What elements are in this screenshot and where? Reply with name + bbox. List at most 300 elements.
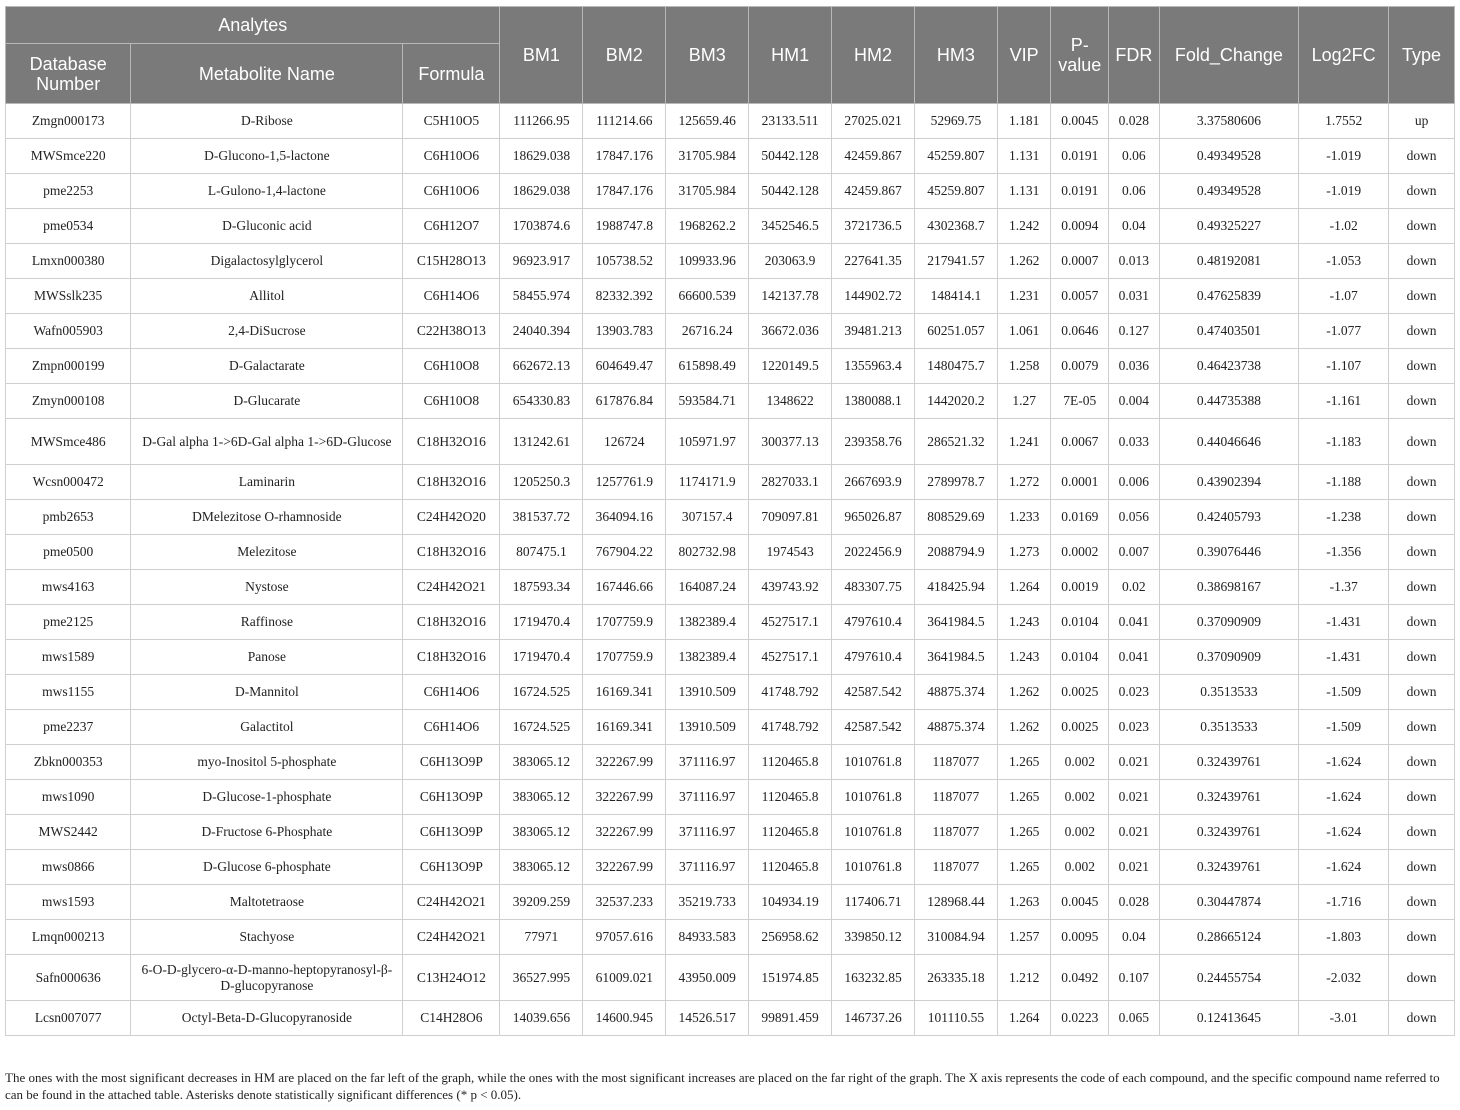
cell-formula: C6H13O9P — [403, 780, 500, 815]
cell-vip: 1.258 — [997, 349, 1051, 384]
cell-bm3: 371116.97 — [666, 815, 749, 850]
table-row — [6, 244, 1455, 279]
cell-log2fc: -1.02 — [1299, 209, 1389, 244]
cell-vip: 1.273 — [997, 535, 1051, 570]
header-hm2: HM2 — [832, 7, 915, 104]
cell-hm2: 227641.35 — [832, 244, 915, 279]
cell-p-value: 0.0045 — [1051, 104, 1109, 139]
cell-formula: C24H42O20 — [403, 500, 500, 535]
cell-hm3: 418425.94 — [914, 570, 997, 605]
cell-hm3: 1187077 — [914, 780, 997, 815]
table-row — [6, 174, 1455, 209]
table-row — [6, 209, 1455, 244]
cell-formula: C24H42O21 — [403, 920, 500, 955]
cell-bm3: 802732.98 — [666, 535, 749, 570]
cell-fold-change: 0.32439761 — [1159, 850, 1299, 885]
cell-fold-change: 0.37090909 — [1159, 640, 1299, 675]
cell-p-value: 0.002 — [1051, 780, 1109, 815]
cell-log2fc: -1.37 — [1299, 570, 1389, 605]
cell-fdr: 0.02 — [1109, 570, 1160, 605]
cell-database-number: Lcsn007077 — [6, 1001, 131, 1036]
cell-bm1: 383065.12 — [500, 850, 583, 885]
cell-vip: 1.272 — [997, 465, 1051, 500]
cell-fdr: 0.023 — [1109, 710, 1160, 745]
cell-type: down — [1389, 570, 1455, 605]
cell-hm1: 1120465.8 — [749, 745, 832, 780]
analytes-group-header: Analytes — [6, 7, 500, 44]
cell-hm3: 48875.374 — [914, 675, 997, 710]
cell-vip: 1.257 — [997, 920, 1051, 955]
cell-log2fc: -1.431 — [1299, 605, 1389, 640]
cell-bm1: 77971 — [500, 920, 583, 955]
cell-type: down — [1389, 815, 1455, 850]
cell-metabolite-name: Melezitose — [131, 535, 403, 570]
cell-bm3: 371116.97 — [666, 780, 749, 815]
cell-hm1: 1120465.8 — [749, 850, 832, 885]
cell-bm3: 84933.583 — [666, 920, 749, 955]
cell-hm3: 1442020.2 — [914, 384, 997, 419]
cell-hm3: 217941.57 — [914, 244, 997, 279]
cell-log2fc: -1.238 — [1299, 500, 1389, 535]
header-fdr: FDR — [1109, 7, 1160, 104]
cell-vip: 1.262 — [997, 675, 1051, 710]
cell-formula: C6H13O9P — [403, 815, 500, 850]
cell-metabolite-name: D-Glucarate — [131, 384, 403, 419]
cell-log2fc: -1.803 — [1299, 920, 1389, 955]
cell-hm2: 27025.021 — [832, 104, 915, 139]
cell-type: down — [1389, 885, 1455, 920]
cell-log2fc: 1.7552 — [1299, 104, 1389, 139]
cell-vip: 1.231 — [997, 279, 1051, 314]
cell-bm3: 105971.97 — [666, 419, 749, 465]
cell-p-value: 0.0104 — [1051, 640, 1109, 675]
cell-fold-change: 0.44735388 — [1159, 384, 1299, 419]
cell-hm2: 39481.213 — [832, 314, 915, 349]
cell-hm2: 42587.542 — [832, 710, 915, 745]
table-row — [6, 384, 1455, 419]
metabolite-table — [5, 6, 1455, 1036]
cell-metabolite-name: Stachyose — [131, 920, 403, 955]
cell-hm2: 42587.542 — [832, 675, 915, 710]
cell-formula: C6H10O8 — [403, 384, 500, 419]
cell-p-value: 0.0094 — [1051, 209, 1109, 244]
cell-hm2: 144902.72 — [832, 279, 915, 314]
cell-bm3: 13910.509 — [666, 675, 749, 710]
cell-fold-change: 0.24455754 — [1159, 955, 1299, 1001]
table-row — [6, 535, 1455, 570]
cell-bm2: 111214.66 — [583, 104, 666, 139]
cell-bm1: 111266.95 — [500, 104, 583, 139]
cell-database-number: Zmgn000173 — [6, 104, 131, 139]
cell-bm2: 1257761.9 — [583, 465, 666, 500]
cell-hm1: 4527517.1 — [749, 640, 832, 675]
cell-type: down — [1389, 500, 1455, 535]
cell-hm2: 2022456.9 — [832, 535, 915, 570]
cell-hm2: 42459.867 — [832, 174, 915, 209]
cell-metabolite-name: Raffinose — [131, 605, 403, 640]
cell-fdr: 0.028 — [1109, 104, 1160, 139]
table-row — [6, 850, 1455, 885]
cell-p-value: 0.0067 — [1051, 419, 1109, 465]
cell-database-number: Zmyn000108 — [6, 384, 131, 419]
cell-vip: 1.243 — [997, 640, 1051, 675]
cell-p-value: 0.0019 — [1051, 570, 1109, 605]
cell-bm2: 167446.66 — [583, 570, 666, 605]
cell-fdr: 0.031 — [1109, 279, 1160, 314]
cell-hm3: 48875.374 — [914, 710, 997, 745]
cell-fold-change: 0.44046646 — [1159, 419, 1299, 465]
cell-fold-change: 0.3513533 — [1159, 710, 1299, 745]
cell-type: down — [1389, 384, 1455, 419]
table-row — [6, 500, 1455, 535]
cell-fold-change: 0.30447874 — [1159, 885, 1299, 920]
cell-bm1: 36527.995 — [500, 955, 583, 1001]
cell-bm3: 125659.46 — [666, 104, 749, 139]
cell-formula: C6H10O6 — [403, 174, 500, 209]
cell-bm3: 31705.984 — [666, 139, 749, 174]
cell-database-number: mws4163 — [6, 570, 131, 605]
header-vip: VIP — [997, 7, 1051, 104]
cell-vip: 1.241 — [997, 419, 1051, 465]
cell-fold-change: 0.47403501 — [1159, 314, 1299, 349]
cell-vip: 1.263 — [997, 885, 1051, 920]
cell-hm3: 263335.18 — [914, 955, 997, 1001]
header-bm2: BM2 — [583, 7, 666, 104]
cell-type: down — [1389, 139, 1455, 174]
cell-hm3: 101110.55 — [914, 1001, 997, 1036]
cell-bm2: 61009.021 — [583, 955, 666, 1001]
cell-formula: C6H14O6 — [403, 279, 500, 314]
cell-hm2: 239358.76 — [832, 419, 915, 465]
cell-hm3: 60251.057 — [914, 314, 997, 349]
cell-fdr: 0.028 — [1109, 885, 1160, 920]
cell-log2fc: -3.01 — [1299, 1001, 1389, 1036]
cell-fold-change: 0.32439761 — [1159, 780, 1299, 815]
cell-hm1: 151974.85 — [749, 955, 832, 1001]
cell-bm3: 371116.97 — [666, 850, 749, 885]
cell-bm1: 383065.12 — [500, 780, 583, 815]
cell-database-number: mws1090 — [6, 780, 131, 815]
cell-metabolite-name: D-Glucose 6-phosphate — [131, 850, 403, 885]
cell-fdr: 0.04 — [1109, 209, 1160, 244]
cell-log2fc: -1.356 — [1299, 535, 1389, 570]
cell-metabolite-name: Nystose — [131, 570, 403, 605]
cell-bm1: 662672.13 — [500, 349, 583, 384]
cell-p-value: 0.0169 — [1051, 500, 1109, 535]
cell-fdr: 0.041 — [1109, 640, 1160, 675]
cell-p-value: 0.0025 — [1051, 675, 1109, 710]
cell-metabolite-name: Digalactosylglycerol — [131, 244, 403, 279]
cell-bm1: 96923.917 — [500, 244, 583, 279]
cell-p-value: 0.002 — [1051, 745, 1109, 780]
cell-hm1: 36672.036 — [749, 314, 832, 349]
cell-log2fc: -2.032 — [1299, 955, 1389, 1001]
cell-formula: C14H28O6 — [403, 1001, 500, 1036]
cell-log2fc: -1.188 — [1299, 465, 1389, 500]
cell-formula: C6H10O8 — [403, 349, 500, 384]
cell-fdr: 0.06 — [1109, 174, 1160, 209]
table-row — [6, 314, 1455, 349]
table-row — [6, 104, 1455, 139]
cell-bm2: 97057.616 — [583, 920, 666, 955]
cell-bm2: 14600.945 — [583, 1001, 666, 1036]
cell-log2fc: -1.716 — [1299, 885, 1389, 920]
cell-bm3: 615898.49 — [666, 349, 749, 384]
cell-vip: 1.181 — [997, 104, 1051, 139]
table-row — [6, 419, 1455, 465]
cell-type: down — [1389, 349, 1455, 384]
header-database-number: Database Number — [6, 44, 131, 104]
cell-database-number: pme0500 — [6, 535, 131, 570]
cell-bm1: 381537.72 — [500, 500, 583, 535]
cell-fold-change: 0.12413645 — [1159, 1001, 1299, 1036]
cell-bm2: 105738.52 — [583, 244, 666, 279]
cell-bm1: 39209.259 — [500, 885, 583, 920]
cell-hm3: 1187077 — [914, 745, 997, 780]
table-caption: The ones with the most significant decreases in HM are placed on the far left of the graph, while the ones with the most significant increases are placed on the far right of the graph. The X axis represents the code of each compound, and the specific compound name referred to can be found in the attached table. Asterisks denote statistically significant differences (* p < 0.05). — [5, 1070, 1440, 1102]
cell-formula: C24H42O21 — [403, 885, 500, 920]
cell-fold-change: 0.47625839 — [1159, 279, 1299, 314]
cell-p-value: 0.0646 — [1051, 314, 1109, 349]
cell-hm3: 3641984.5 — [914, 640, 997, 675]
cell-database-number: MWSslk235 — [6, 279, 131, 314]
header-bm3: BM3 — [666, 7, 749, 104]
cell-vip: 1.27 — [997, 384, 1051, 419]
cell-metabolite-name: DMelezitose O-rhamnoside — [131, 500, 403, 535]
cell-database-number: pme2253 — [6, 174, 131, 209]
cell-hm3: 45259.807 — [914, 174, 997, 209]
cell-hm3: 4302368.7 — [914, 209, 997, 244]
cell-bm3: 43950.009 — [666, 955, 749, 1001]
cell-vip: 1.061 — [997, 314, 1051, 349]
cell-bm3: 109933.96 — [666, 244, 749, 279]
header-formula: Formula — [403, 44, 500, 104]
cell-p-value: 0.0095 — [1051, 920, 1109, 955]
cell-database-number: pme0534 — [6, 209, 131, 244]
cell-fdr: 0.127 — [1109, 314, 1160, 349]
table-row — [6, 710, 1455, 745]
cell-p-value: 0.0079 — [1051, 349, 1109, 384]
cell-hm1: 50442.128 — [749, 139, 832, 174]
cell-bm3: 13910.509 — [666, 710, 749, 745]
cell-database-number: pme2125 — [6, 605, 131, 640]
cell-type: down — [1389, 279, 1455, 314]
cell-fdr: 0.06 — [1109, 139, 1160, 174]
cell-fold-change: 0.28665124 — [1159, 920, 1299, 955]
cell-hm1: 709097.81 — [749, 500, 832, 535]
cell-log2fc: -1.077 — [1299, 314, 1389, 349]
cell-database-number: MWS2442 — [6, 815, 131, 850]
cell-type: down — [1389, 780, 1455, 815]
cell-type: down — [1389, 1001, 1455, 1036]
cell-bm3: 1174171.9 — [666, 465, 749, 500]
cell-hm2: 965026.87 — [832, 500, 915, 535]
cell-bm1: 1703874.6 — [500, 209, 583, 244]
cell-type: down — [1389, 920, 1455, 955]
cell-formula: C5H10O5 — [403, 104, 500, 139]
cell-vip: 1.131 — [997, 174, 1051, 209]
table-row — [6, 920, 1455, 955]
cell-hm1: 1120465.8 — [749, 815, 832, 850]
cell-type: down — [1389, 314, 1455, 349]
cell-bm1: 383065.12 — [500, 745, 583, 780]
cell-hm2: 1010761.8 — [832, 780, 915, 815]
cell-bm2: 17847.176 — [583, 139, 666, 174]
cell-p-value: 0.0104 — [1051, 605, 1109, 640]
cell-metabolite-name: Allitol — [131, 279, 403, 314]
cell-formula: C6H14O6 — [403, 675, 500, 710]
cell-database-number: MWSmce220 — [6, 139, 131, 174]
cell-vip: 1.131 — [997, 139, 1051, 174]
cell-fdr: 0.036 — [1109, 349, 1160, 384]
cell-database-number: mws1155 — [6, 675, 131, 710]
cell-hm2: 1010761.8 — [832, 815, 915, 850]
cell-database-number: Wafn005903 — [6, 314, 131, 349]
cell-type: down — [1389, 535, 1455, 570]
cell-bm1: 1205250.3 — [500, 465, 583, 500]
cell-metabolite-name: Maltotetraose — [131, 885, 403, 920]
cell-hm3: 1187077 — [914, 815, 997, 850]
cell-fdr: 0.023 — [1109, 675, 1160, 710]
cell-hm1: 1974543 — [749, 535, 832, 570]
cell-log2fc: -1.509 — [1299, 675, 1389, 710]
cell-vip: 1.242 — [997, 209, 1051, 244]
cell-log2fc: -1.624 — [1299, 850, 1389, 885]
table-row — [6, 139, 1455, 174]
header-hm1: HM1 — [749, 7, 832, 104]
cell-vip: 1.243 — [997, 605, 1051, 640]
cell-hm1: 256958.62 — [749, 920, 832, 955]
cell-bm3: 1382389.4 — [666, 640, 749, 675]
cell-vip: 1.265 — [997, 780, 1051, 815]
cell-bm3: 307157.4 — [666, 500, 749, 535]
cell-hm1: 50442.128 — [749, 174, 832, 209]
cell-type: down — [1389, 675, 1455, 710]
cell-bm3: 31705.984 — [666, 174, 749, 209]
cell-hm2: 483307.75 — [832, 570, 915, 605]
cell-bm2: 32537.233 — [583, 885, 666, 920]
cell-bm1: 1719470.4 — [500, 640, 583, 675]
cell-log2fc: -1.053 — [1299, 244, 1389, 279]
cell-fold-change: 0.43902394 — [1159, 465, 1299, 500]
table-row — [6, 349, 1455, 384]
cell-hm3: 1187077 — [914, 850, 997, 885]
cell-bm2: 13903.783 — [583, 314, 666, 349]
cell-vip: 1.265 — [997, 815, 1051, 850]
cell-hm1: 1348622 — [749, 384, 832, 419]
table-row — [6, 745, 1455, 780]
cell-hm1: 300377.13 — [749, 419, 832, 465]
cell-bm2: 1707759.9 — [583, 605, 666, 640]
cell-type: down — [1389, 209, 1455, 244]
cell-bm1: 58455.974 — [500, 279, 583, 314]
cell-hm1: 41748.792 — [749, 675, 832, 710]
cell-bm2: 16169.341 — [583, 710, 666, 745]
cell-bm2: 617876.84 — [583, 384, 666, 419]
cell-formula: C6H13O9P — [403, 850, 500, 885]
table-row — [6, 640, 1455, 675]
table-row — [6, 780, 1455, 815]
cell-type: down — [1389, 174, 1455, 209]
cell-database-number: mws1589 — [6, 640, 131, 675]
cell-metabolite-name: 2,4-DiSucrose — [131, 314, 403, 349]
cell-log2fc: -1.07 — [1299, 279, 1389, 314]
cell-formula: C18H32O16 — [403, 419, 500, 465]
cell-hm2: 1355963.4 — [832, 349, 915, 384]
cell-type: down — [1389, 419, 1455, 465]
cell-database-number: pme2237 — [6, 710, 131, 745]
cell-metabolite-name: Laminarin — [131, 465, 403, 500]
table-row — [6, 279, 1455, 314]
cell-metabolite-name: D-Galactarate — [131, 349, 403, 384]
cell-vip: 1.262 — [997, 710, 1051, 745]
cell-hm1: 4527517.1 — [749, 605, 832, 640]
header-log2fc: Log2FC — [1299, 7, 1389, 104]
cell-bm2: 16169.341 — [583, 675, 666, 710]
cell-bm3: 66600.539 — [666, 279, 749, 314]
cell-fdr: 0.056 — [1109, 500, 1160, 535]
cell-hm3: 45259.807 — [914, 139, 997, 174]
cell-database-number: mws1593 — [6, 885, 131, 920]
cell-log2fc: -1.624 — [1299, 745, 1389, 780]
cell-bm1: 14039.656 — [500, 1001, 583, 1036]
cell-formula: C24H42O21 — [403, 570, 500, 605]
cell-hm1: 1220149.5 — [749, 349, 832, 384]
cell-hm3: 3641984.5 — [914, 605, 997, 640]
table-row — [6, 1001, 1455, 1036]
cell-hm1: 142137.78 — [749, 279, 832, 314]
cell-metabolite-name: D-Ribose — [131, 104, 403, 139]
table-header — [6, 7, 1455, 104]
header-hm3: HM3 — [914, 7, 997, 104]
cell-hm1: 203063.9 — [749, 244, 832, 279]
cell-database-number: Zmpn000199 — [6, 349, 131, 384]
header-bm1: BM1 — [500, 7, 583, 104]
header-type: Type — [1389, 7, 1455, 104]
cell-formula: C6H12O7 — [403, 209, 500, 244]
cell-vip: 1.264 — [997, 1001, 1051, 1036]
cell-type: down — [1389, 605, 1455, 640]
cell-bm1: 807475.1 — [500, 535, 583, 570]
cell-hm2: 1010761.8 — [832, 850, 915, 885]
table-body — [6, 104, 1455, 1036]
cell-fold-change: 0.37090909 — [1159, 605, 1299, 640]
cell-fdr: 0.033 — [1109, 419, 1160, 465]
cell-fdr: 0.04 — [1109, 920, 1160, 955]
cell-bm3: 1968262.2 — [666, 209, 749, 244]
header-pvalue: P-value — [1051, 7, 1109, 104]
cell-p-value: 0.0002 — [1051, 535, 1109, 570]
cell-bm1: 383065.12 — [500, 815, 583, 850]
cell-p-value: 0.002 — [1051, 850, 1109, 885]
cell-fdr: 0.021 — [1109, 815, 1160, 850]
header-fold-change: Fold_Change — [1159, 7, 1299, 104]
cell-hm2: 3721736.5 — [832, 209, 915, 244]
cell-log2fc: -1.161 — [1299, 384, 1389, 419]
cell-bm2: 126724 — [583, 419, 666, 465]
table-row — [6, 885, 1455, 920]
cell-fold-change: 0.49349528 — [1159, 139, 1299, 174]
table-row — [6, 675, 1455, 710]
table-row — [6, 605, 1455, 640]
cell-formula: C18H32O16 — [403, 640, 500, 675]
cell-p-value: 0.0045 — [1051, 885, 1109, 920]
cell-hm2: 1010761.8 — [832, 745, 915, 780]
table-row — [6, 955, 1455, 1001]
cell-type: down — [1389, 244, 1455, 279]
cell-bm2: 82332.392 — [583, 279, 666, 314]
cell-formula: C6H13O9P — [403, 745, 500, 780]
